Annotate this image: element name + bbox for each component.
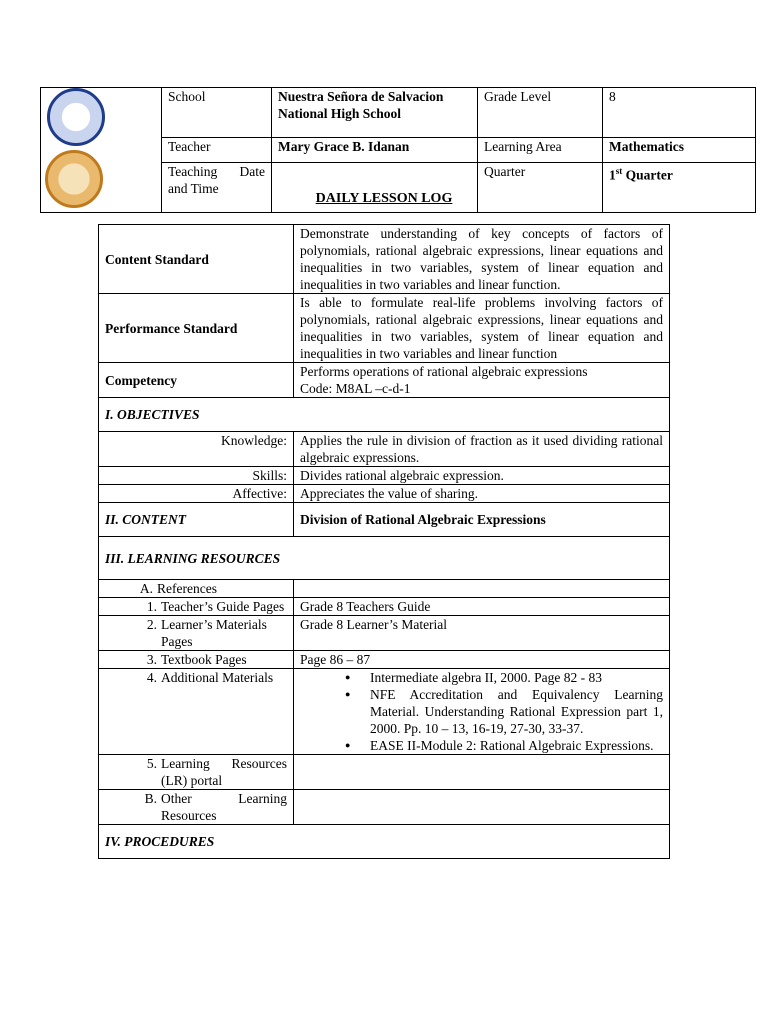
- teacher-label: Teacher: [162, 137, 272, 163]
- content-text: Division of Rational Algebraic Expressions: [294, 503, 670, 537]
- competency-label: Competency: [99, 363, 294, 398]
- grade-value: 8: [603, 88, 756, 138]
- date-label: Teaching Date and Time: [162, 163, 272, 213]
- lesson-log-table: [98, 224, 670, 859]
- deped-seal-logo: [47, 88, 105, 146]
- resources-heading: III. LEARNING RESOURCES: [99, 537, 670, 580]
- performance-standard-text: Is able to formulate real-life problems involving factors of polynomials, rational algebraic expressions, linear equations and inequalities in two variables, system of linear equation and inequalities in two variables and linear function: [294, 294, 670, 363]
- additional-materials-item: 4. Additional Materials: [99, 669, 294, 755]
- grade-label: Grade Level: [478, 88, 603, 138]
- textbook-pages-item: 3. Textbook Pages: [99, 651, 294, 669]
- additional-materials-value: [294, 669, 670, 755]
- area-label: Learning Area: [478, 137, 603, 163]
- performance-standard-label: Performance Standard: [99, 294, 294, 363]
- area-value: Mathematics: [603, 137, 756, 163]
- content-standard-text: Demonstrate understanding of key concepts of factors of polynomials, rational algebraic expressions, linear equations and inequalities in two variables, system of linear equation and inequalities in two variables and linear function.: [294, 225, 670, 294]
- affective-text: Appreciates the value of sharing.: [294, 485, 670, 503]
- quarter-label: Quarter: [478, 163, 603, 213]
- school-value: Nuestra Señora de Salvacion National High School: [272, 88, 478, 138]
- list-item: ● EASE II-Module 2: Rational Algebraic Expressions.: [370, 737, 663, 754]
- learners-materials-value: Grade 8 Learner’s Material: [294, 616, 670, 651]
- other-resources-item: B. Other Learning Resources: [99, 790, 294, 825]
- competency-text: Performs operations of rational algebraic expressions Code: M8AL –c-d-1: [294, 363, 670, 398]
- document-title: DAILY LESSON LOG: [315, 191, 453, 206]
- lr-portal-value: [294, 755, 670, 790]
- lr-portal-item: 5. Learning Resources (LR) portal: [99, 755, 294, 790]
- school-label: School: [162, 88, 272, 138]
- skills-text: Divides rational algebraic expression.: [294, 467, 670, 485]
- list-item: ● Intermediate algebra II, 2000. Page 82 - 83: [370, 669, 663, 686]
- other-resources-value: [294, 790, 670, 825]
- knowledge-label: Knowledge:: [99, 432, 294, 467]
- skills-label: Skills:: [99, 467, 294, 485]
- references-item: A. References: [99, 580, 294, 598]
- teachers-guide-item: 1. Teacher’s Guide Pages: [99, 598, 294, 616]
- quarter-value: 1st Quarter: [603, 163, 756, 213]
- objectives-heading: I. OBJECTIVES: [99, 398, 670, 432]
- content-standard-label: Content Standard: [99, 225, 294, 294]
- knowledge-text: Applies the rule in division of fraction as it used dividing rational algebraic expressions.: [294, 432, 670, 467]
- affective-label: Affective:: [99, 485, 294, 503]
- references-value: [294, 580, 670, 598]
- list-item: ● NFE Accreditation and Equivalency Learning Material. Understanding Rational Expression part 1, 2000. Pp. 10 – 13, 16-19, 27-30, 33-37.: [370, 686, 663, 737]
- procedures-heading: IV. PROCEDURES: [99, 825, 670, 859]
- content-heading: II. CONTENT: [99, 503, 294, 537]
- teachers-guide-value: Grade 8 Teachers Guide: [294, 598, 670, 616]
- teacher-value: Mary Grace B. Idanan: [272, 137, 478, 163]
- learners-materials-item: 2. Learner’s Materials Pages: [99, 616, 294, 651]
- textbook-pages-value: Page 86 – 87: [294, 651, 670, 669]
